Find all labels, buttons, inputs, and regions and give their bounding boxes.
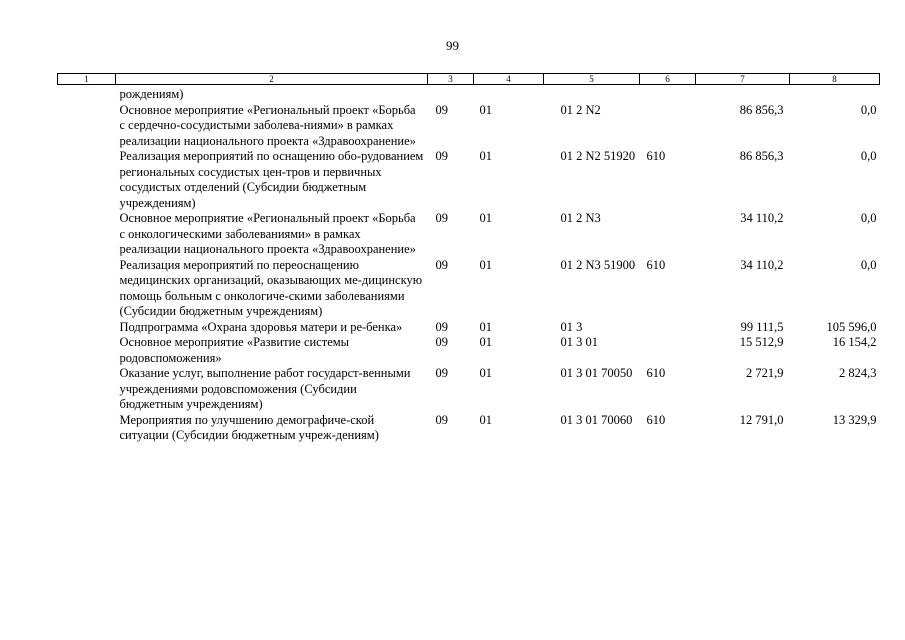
cell-sum-2: 16 154,2	[832, 335, 877, 349]
cell-index	[58, 258, 116, 320]
header-col-6: 6	[640, 74, 696, 85]
cell-pr: 01	[479, 257, 492, 272]
cell-pr	[474, 85, 544, 103]
cell-csr: 01 3	[560, 319, 583, 334]
table-row	[58, 149, 880, 211]
cell-name: Оказание услуг, выполнение работ государст-венными учреждениями родовспоможения (Субсидии бюджетным учреждениям)	[119, 366, 411, 411]
cell-rz: 09	[435, 211, 448, 225]
table-row	[58, 258, 880, 320]
cell-name: Мероприятия по улучшению демографиче-ской ситуации (Субсидии бюджетным учреж-дениям)	[119, 412, 379, 442]
cell-csr: 01 3 01	[560, 335, 598, 349]
cell-csr: 01 3 01 70060	[560, 412, 633, 427]
cell-sum-2: 105 596,0	[826, 319, 877, 334]
cell-sum-2	[790, 85, 880, 103]
cell-csr: 01 2 N2 51920	[560, 149, 636, 163]
cell-vr: 610	[646, 412, 666, 427]
cell-rz: 09	[435, 412, 448, 427]
cell-sum-2: 0,0	[860, 257, 877, 272]
table-row	[58, 85, 880, 103]
cell-index	[58, 103, 116, 150]
cell-rz: 09	[435, 366, 448, 380]
cell-name: Основное мероприятие «Развитие системы родовспоможения»	[119, 335, 350, 365]
cell-sum-1: 34 110,2	[740, 211, 784, 225]
cell-sum-2: 0,0	[860, 102, 877, 117]
cell-vr	[640, 320, 696, 336]
cell-sum-1: 2 721,9	[746, 366, 784, 380]
cell-sum-1: 34 110,2	[740, 257, 784, 272]
cell-index	[58, 413, 116, 444]
cell-vr	[640, 85, 696, 103]
cell-pr: 01	[479, 335, 492, 349]
cell-pr: 01	[479, 211, 492, 225]
cell-rz: 09	[435, 335, 448, 349]
cell-rz	[428, 85, 474, 103]
table-row	[58, 413, 880, 444]
cell-vr	[640, 335, 696, 366]
cell-pr: 01	[479, 366, 492, 380]
table-row	[58, 103, 880, 150]
cell-name: Реализация мероприятий по оснащению обо-рудованием региональных сосудистых цен-тров и первичных сосудистых отделений (Субсидии бюджетным учреждениям)	[119, 149, 424, 210]
cell-sum-2: 13 329,9	[832, 412, 877, 427]
cell-sum-1: 12 791,0	[739, 412, 784, 427]
cell-sum-1: 86 856,3	[739, 102, 784, 117]
cell-csr: 01 3 01 70050	[560, 366, 633, 380]
cell-csr: 01 2 N3 51900	[560, 257, 636, 272]
header-col-5: 5	[544, 74, 640, 85]
cell-index	[58, 85, 116, 103]
cell-vr	[640, 103, 696, 150]
cell-sum-1: 99 111,5	[740, 319, 784, 334]
cell-csr: 01 2 N2	[560, 102, 601, 117]
cell-index	[58, 366, 116, 413]
cell-pr: 01	[479, 319, 492, 334]
cell-vr: 610	[646, 257, 666, 272]
header-col-1: 1	[58, 74, 116, 85]
cell-index	[58, 149, 116, 211]
cell-vr	[640, 211, 696, 258]
header-col-8: 8	[790, 74, 880, 85]
table-body	[58, 85, 880, 444]
cell-vr: 610	[646, 366, 666, 380]
cell-pr: 01	[479, 149, 492, 163]
page-number: 99	[446, 38, 459, 53]
cell-sum-1: 86 856,3	[739, 149, 784, 163]
header-col-7: 7	[696, 74, 790, 85]
cell-name: Основное мероприятие «Региональный проект «Борьба с сердечно-сосудистыми заболева-ниями» в рамках реализации национального проекта «Здравоохранение»	[119, 102, 416, 148]
cell-sum-1	[696, 85, 790, 103]
table-row	[58, 320, 880, 336]
cell-sum-2: 2 824,3	[839, 366, 877, 380]
table-row	[58, 335, 880, 366]
header-col-4: 4	[474, 74, 544, 85]
cell-sum-2: 0,0	[860, 149, 877, 163]
cell-sum-2: 0,0	[860, 211, 877, 225]
cell-index	[58, 335, 116, 366]
cell-name: Основное мероприятие «Региональный проект «Борьба с онкологическими заболеваниями» в рамках реализации национального проекта «Здравоохранение»	[119, 211, 416, 256]
table-row	[58, 366, 880, 413]
cell-vr: 610	[646, 149, 666, 163]
cell-name: Реализация мероприятий по переоснащению медицинских организаций, оказывающих ме-дицинскую помощь больным с онкологиче-скими заболеваниями (Субсидии бюджетным учреждениям)	[119, 257, 423, 318]
table-header-row	[58, 74, 880, 85]
cell-index	[58, 211, 116, 258]
cell-rz: 09	[435, 149, 448, 163]
cell-csr: 01 2 N3	[560, 211, 601, 225]
cell-rz: 09	[435, 319, 448, 334]
table-row	[58, 211, 880, 258]
cell-sum-1: 15 512,9	[739, 335, 784, 349]
cell-pr: 01	[479, 102, 492, 117]
cell-csr	[544, 85, 640, 103]
cell-name: рождениям)	[119, 87, 184, 101]
cell-index	[58, 320, 116, 336]
budget-table	[57, 73, 880, 444]
header-col-2: 2	[116, 74, 428, 85]
cell-name: Подпрограмма «Охрана здоровья матери и ре-бенка»	[119, 319, 403, 334]
cell-rz: 09	[435, 257, 448, 272]
cell-pr: 01	[479, 412, 492, 427]
cell-rz: 09	[435, 102, 448, 117]
table-header	[58, 74, 880, 85]
header-col-3: 3	[428, 74, 474, 85]
